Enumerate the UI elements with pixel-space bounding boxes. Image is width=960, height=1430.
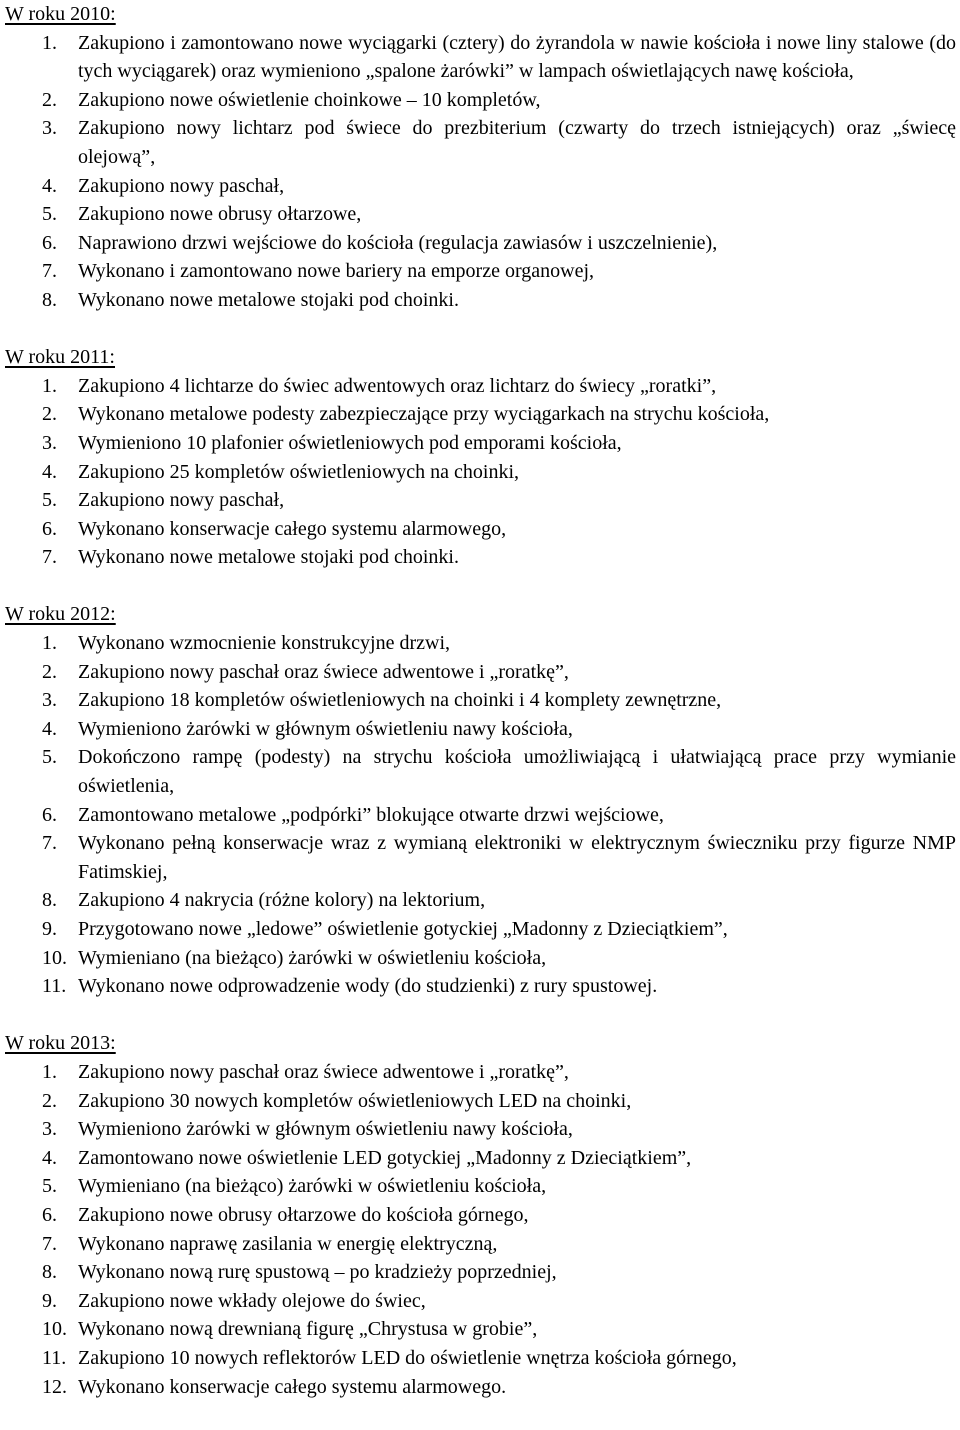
list-item	[0, 200, 960, 229]
item-number: 4.	[42, 717, 57, 740]
item-text: Wykonano i zamontowano nowe bariery na emporze organowej,	[78, 260, 595, 283]
item-number: 7.	[42, 832, 57, 855]
list-item	[0, 1373, 960, 1402]
list-item	[0, 286, 960, 315]
item-number: 7.	[42, 546, 57, 569]
list-item	[0, 686, 960, 715]
list-item	[0, 429, 960, 458]
item-text: Dokończono rampę (podesty) na strychu kościoła umożliwiającą i ułatwiającą prace przy wymianie oświetlenia,	[78, 746, 956, 798]
item-number: 4.	[42, 1146, 57, 1169]
list-item	[0, 886, 960, 915]
section-heading: W roku 2010:	[5, 3, 116, 25]
item-number: 5.	[42, 203, 57, 226]
item-list	[0, 372, 960, 572]
year-section	[0, 343, 960, 572]
section-gap	[0, 572, 960, 601]
list-item	[0, 172, 960, 201]
section-heading: W roku 2013:	[5, 1032, 116, 1055]
item-number: 11.	[42, 975, 67, 998]
item-text: Wykonano konserwacje całego systemu alarmowego,	[78, 517, 507, 540]
item-number: 9.	[42, 1289, 57, 1312]
item-number: 2.	[42, 403, 57, 426]
item-text: Zamontowano metalowe „podpórki” blokujące otwarte drzwi wejściowe,	[78, 803, 664, 826]
list-item	[0, 29, 960, 86]
item-number: 1.	[42, 374, 57, 397]
item-list	[0, 629, 960, 1001]
item-number: 6.	[42, 517, 57, 540]
item-number: 11.	[42, 1346, 67, 1369]
item-list	[0, 29, 960, 315]
list-item	[0, 915, 960, 944]
item-number: 2.	[42, 660, 57, 683]
item-text: Zakupiono 10 nowych reflektorów LED do oświetlenie wnętrza kościoła górnego,	[78, 1346, 737, 1369]
list-item	[0, 944, 960, 973]
item-text: Zakupiono nowy paschał oraz świece adwentowe i „roratkę”,	[78, 1060, 569, 1083]
list-item	[0, 372, 960, 401]
item-number: 7.	[42, 260, 57, 283]
list-item	[0, 1344, 960, 1373]
section-gap	[0, 315, 960, 344]
list-item	[0, 1287, 960, 1316]
section-heading-row	[0, 1029, 960, 1058]
item-text: Zakupiono i zamontowano nowe wyciągarki (cztery) do żyrandola w nawie kościoła i nowe liny stalowe (do tych wyciągarek) oraz wymieniono „spalone żarówki” w lampach oświetlających nawę kościoła,	[78, 31, 956, 83]
list-item	[0, 1230, 960, 1259]
item-text: Wykonano metalowe podesty zabezpieczające przy wyciągarkach na strychu kościoła,	[78, 403, 770, 426]
section-heading: W roku 2012:	[5, 603, 116, 626]
item-number: 12.	[42, 1375, 67, 1398]
list-item	[0, 1087, 960, 1116]
item-number: 5.	[42, 746, 57, 769]
list-item	[0, 400, 960, 429]
item-list	[0, 1058, 960, 1401]
item-text: Wymieniano (na bieżąco) żarówki w oświetleniu kościoła,	[78, 946, 547, 969]
list-item	[0, 972, 960, 1001]
item-number: 7.	[42, 1232, 57, 1255]
item-text: Zakupiono nowe oświetlenie choinkowe – 10 kompletów,	[78, 88, 541, 111]
item-text: Wykonano konserwacje całego systemu alarmowego.	[78, 1375, 507, 1398]
list-item	[0, 829, 960, 886]
section-heading-row	[0, 600, 960, 629]
item-number: 8.	[42, 889, 57, 912]
item-number: 8.	[42, 288, 57, 311]
item-text: Zamontowano nowe oświetlenie LED gotyckiej „Madonny z Dzieciątkiem”,	[78, 1146, 692, 1169]
list-item	[0, 458, 960, 487]
item-text: Zakupiono 25 kompletów oświetleniowych na choinki,	[78, 460, 520, 483]
list-item	[0, 1058, 960, 1087]
item-number: 3.	[42, 117, 57, 140]
list-item	[0, 515, 960, 544]
list-item	[0, 543, 960, 572]
list-item	[0, 257, 960, 286]
item-text: Naprawiono drzwi wejściowe do kościoła (regulacja zawiasów i uszczelnienie),	[78, 231, 718, 254]
item-text: Zakupiono nowy lichtarz pod świece do prezbiterium (czwarty do trzech istniejących) oraz „świecę olejową”,	[78, 117, 956, 168]
item-number: 1.	[42, 632, 57, 655]
item-text: Wykonano pełną konserwacje wraz z wymianą elektroniki w elektrycznym świeczniku przy figurze NMP Fatimskiej,	[78, 832, 956, 883]
item-number: 4.	[42, 460, 57, 483]
section-gap	[0, 1001, 960, 1030]
item-text: Wymieniono 10 plafonier oświetleniowych pod emporami kościoła,	[78, 431, 622, 454]
list-item	[0, 1172, 960, 1201]
item-text: Przygotowano nowe „ledowe” oświetlenie gotyckiej „Madonny z Dzieciątkiem”,	[78, 918, 728, 940]
item-number: 6.	[42, 803, 57, 826]
item-text: Zakupiono 4 lichtarze do świec adwentowych oraz lichtarz do świecy „roratki”,	[78, 374, 717, 397]
list-item	[0, 1144, 960, 1173]
item-number: 8.	[42, 1261, 57, 1284]
list-item	[0, 629, 960, 658]
item-number: 3.	[42, 431, 57, 454]
item-text: Wykonano nowe metalowe stojaki pod choinki.	[78, 288, 459, 311]
list-item	[0, 229, 960, 258]
list-item	[0, 486, 960, 515]
item-number: 10.	[42, 946, 67, 969]
item-text: Zakupiono 30 nowych kompletów oświetleniowych LED na choinki,	[78, 1089, 632, 1112]
item-text: Wymieniono żarówki w głównym oświetleniu nawy kościoła,	[78, 1118, 573, 1141]
item-text: Wykonano nową drewnianą figurę „Chrystusa w grobie”,	[78, 1318, 538, 1341]
item-number: 6.	[42, 231, 57, 254]
item-text: Zakupiono nowe obrusy ołtarzowe do kościoła górnego,	[78, 1203, 529, 1226]
year-section	[0, 0, 960, 315]
item-number: 5.	[42, 489, 57, 512]
item-number: 1.	[42, 1060, 57, 1083]
item-text: Zakupiono 18 kompletów oświetleniowych na choinki i 4 komplety zewnętrzne,	[78, 689, 722, 712]
list-item	[0, 801, 960, 830]
item-text: Zakupiono nowy paschał oraz świece adwentowe i „roratkę”,	[78, 660, 569, 683]
item-number: 9.	[42, 918, 57, 940]
item-number: 3.	[42, 1118, 57, 1141]
list-item	[0, 658, 960, 687]
list-item	[0, 715, 960, 744]
item-text: Zakupiono nowe obrusy ołtarzowe,	[78, 203, 362, 226]
list-item	[0, 114, 960, 171]
item-number: 1.	[42, 31, 57, 54]
list-item	[0, 1315, 960, 1344]
list-item	[0, 1201, 960, 1230]
item-text: Wykonano naprawę zasilania w energię elektryczną,	[78, 1232, 498, 1255]
item-text: Wykonano nową rurę spustową – po kradzieży poprzedniej,	[78, 1261, 557, 1284]
list-item	[0, 1115, 960, 1144]
year-section	[0, 1029, 960, 1401]
item-number: 5.	[42, 1175, 57, 1198]
item-number: 4.	[42, 174, 57, 197]
item-text: Zakupiono nowe wkłady olejowe do świec,	[78, 1289, 426, 1312]
item-text: Wykonano nowe metalowe stojaki pod choinki.	[78, 546, 459, 569]
item-number: 2.	[42, 88, 57, 111]
item-number: 6.	[42, 1203, 57, 1226]
item-text: Zakupiono 4 nakrycia (różne kolory) na lektorium,	[78, 889, 486, 912]
item-number: 10.	[42, 1318, 67, 1341]
item-number: 2.	[42, 1089, 57, 1112]
section-heading: W roku 2011:	[5, 346, 115, 369]
item-text: Zakupiono nowy paschał,	[78, 174, 285, 197]
list-item	[0, 1258, 960, 1287]
item-text: Wymieniano (na bieżąco) żarówki w oświetleniu kościoła,	[78, 1175, 547, 1198]
section-heading-row	[0, 343, 960, 372]
item-number: 3.	[42, 689, 57, 712]
item-text: Wykonano wzmocnienie konstrukcyjne drzwi,	[78, 632, 451, 655]
item-text: Wymieniono żarówki w głównym oświetleniu nawy kościoła,	[78, 717, 573, 740]
item-text: Wykonano nowe odprowadzenie wody (do studzienki) z rury spustowej.	[78, 975, 658, 998]
section-heading-row	[0, 0, 960, 29]
list-item	[0, 86, 960, 115]
item-text: Zakupiono nowy paschał,	[78, 489, 285, 512]
year-section	[0, 600, 960, 1000]
list-item	[0, 743, 960, 800]
